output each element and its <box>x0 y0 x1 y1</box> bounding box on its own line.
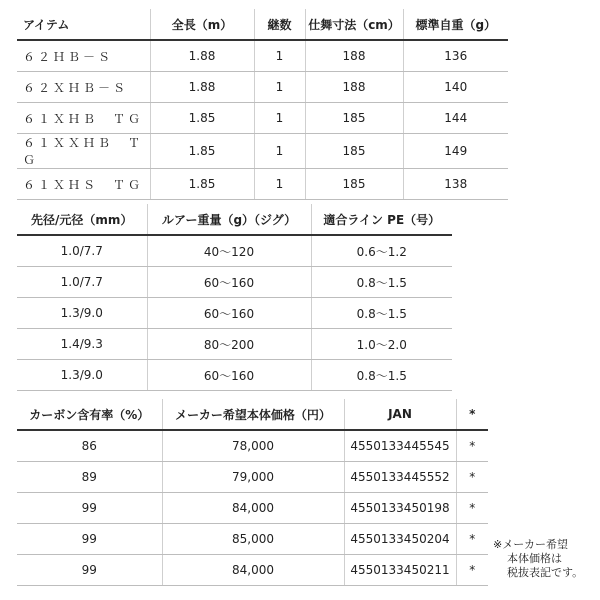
tackle-row <box>17 267 452 298</box>
closed-length-value: 188 <box>305 40 403 72</box>
jan-code: 4550133450211 <box>344 555 456 586</box>
line-pe-value: 0.8〜1.5 <box>311 298 452 329</box>
line-pe-value: 1.0〜2.0 <box>311 329 452 360</box>
spec-row <box>17 40 508 72</box>
header-item: アイテム <box>17 9 150 40</box>
header-jan: JAN <box>344 399 456 430</box>
pieces-value: 1 <box>254 72 305 103</box>
carbon-ratio-value: 99 <box>17 555 162 586</box>
weight-value: 140 <box>403 72 508 103</box>
header-carbon-ratio: カーボン含有率（%） <box>17 399 162 430</box>
tackle-row <box>17 298 452 329</box>
line-pe-value: 0.6〜1.2 <box>311 235 452 267</box>
price-value: 79,000 <box>162 462 344 493</box>
diameter-value: 1.0/7.7 <box>17 267 147 298</box>
header-lure-weight: ルアー重量（g）（ジグ） <box>147 204 311 235</box>
diameter-value: 1.4/9.3 <box>17 329 147 360</box>
price-table <box>17 399 488 586</box>
pieces-value: 1 <box>254 169 305 200</box>
pieces-value: 1 <box>254 134 305 169</box>
item-name: ６１ＸＸＨＢ ＴＧ <box>17 134 150 169</box>
price-row <box>17 462 488 493</box>
length-value: 1.88 <box>150 72 254 103</box>
spec-header-row <box>17 9 508 40</box>
lure-weight-value: 80〜200 <box>147 329 311 360</box>
weight-value: 136 <box>403 40 508 72</box>
line-pe-value: 0.8〜1.5 <box>311 360 452 391</box>
tackle-table <box>17 204 452 391</box>
item-name: ６１ＸＨＢ ＴＧ <box>17 103 150 134</box>
note-line: 税抜表記です。 <box>507 566 584 579</box>
length-value: 1.85 <box>150 134 254 169</box>
note-line: ※メーカー希望 <box>493 538 568 551</box>
header-weight: 標準自重（g） <box>403 9 508 40</box>
price-header-row <box>17 399 488 430</box>
tackle-row <box>17 360 452 391</box>
pieces-value: 1 <box>254 103 305 134</box>
price-value: 84,000 <box>162 493 344 524</box>
header-line-pe: 適合ライン PE（号） <box>311 204 452 235</box>
closed-length-value: 185 <box>305 169 403 200</box>
closed-length-value: 185 <box>305 103 403 134</box>
carbon-ratio-value: 86 <box>17 430 162 462</box>
header-asterisk: * <box>456 399 488 430</box>
lure-weight-value: 60〜160 <box>147 298 311 329</box>
carbon-ratio-value: 99 <box>17 524 162 555</box>
weight-value: 149 <box>403 134 508 169</box>
spec-row <box>17 103 508 134</box>
item-name: ６２ＨＢ－Ｓ <box>17 40 150 72</box>
header-tip-butt-diameter: 先径/元径（mm） <box>17 204 147 235</box>
asterisk-mark: * <box>456 462 488 493</box>
lure-weight-value: 60〜160 <box>147 267 311 298</box>
closed-length-value: 185 <box>305 134 403 169</box>
lure-weight-value: 60〜160 <box>147 360 311 391</box>
item-name: ６２ＸＨＢ－Ｓ <box>17 72 150 103</box>
diameter-value: 1.0/7.7 <box>17 235 147 267</box>
closed-length-value: 188 <box>305 72 403 103</box>
asterisk-mark: * <box>456 430 488 462</box>
spec-row <box>17 134 508 169</box>
length-value: 1.85 <box>150 169 254 200</box>
header-pieces: 継数 <box>254 9 305 40</box>
weight-value: 144 <box>403 103 508 134</box>
note-line: 本体価格は <box>507 552 562 565</box>
tackle-header-row <box>17 204 452 235</box>
header-closed-length: 仕舞寸法（cm） <box>305 9 403 40</box>
price-note <box>493 538 598 580</box>
carbon-ratio-value: 99 <box>17 493 162 524</box>
spec-table <box>17 9 508 200</box>
spec-row <box>17 169 508 200</box>
line-pe-value: 0.8〜1.5 <box>311 267 452 298</box>
price-value: 78,000 <box>162 430 344 462</box>
lure-weight-value: 40〜120 <box>147 235 311 267</box>
item-name: ６１ＸＨＳ ＴＧ <box>17 169 150 200</box>
price-row <box>17 524 488 555</box>
asterisk-mark: * <box>456 555 488 586</box>
carbon-ratio-value: 89 <box>17 462 162 493</box>
spec-row <box>17 72 508 103</box>
price-value: 85,000 <box>162 524 344 555</box>
asterisk-mark: * <box>456 524 488 555</box>
jan-code: 4550133450198 <box>344 493 456 524</box>
length-value: 1.88 <box>150 40 254 72</box>
jan-code: 4550133445545 <box>344 430 456 462</box>
header-retail-price: メーカー希望本体価格（円） <box>162 399 344 430</box>
diameter-value: 1.3/9.0 <box>17 360 147 391</box>
price-row <box>17 430 488 462</box>
header-length: 全長（m） <box>150 9 254 40</box>
jan-code: 4550133445552 <box>344 462 456 493</box>
diameter-value: 1.3/9.0 <box>17 298 147 329</box>
weight-value: 138 <box>403 169 508 200</box>
price-row <box>17 493 488 524</box>
pieces-value: 1 <box>254 40 305 72</box>
price-row <box>17 555 488 586</box>
asterisk-mark: * <box>456 493 488 524</box>
jan-code: 4550133450204 <box>344 524 456 555</box>
tackle-row <box>17 235 452 267</box>
tackle-row <box>17 329 452 360</box>
length-value: 1.85 <box>150 103 254 134</box>
price-value: 84,000 <box>162 555 344 586</box>
